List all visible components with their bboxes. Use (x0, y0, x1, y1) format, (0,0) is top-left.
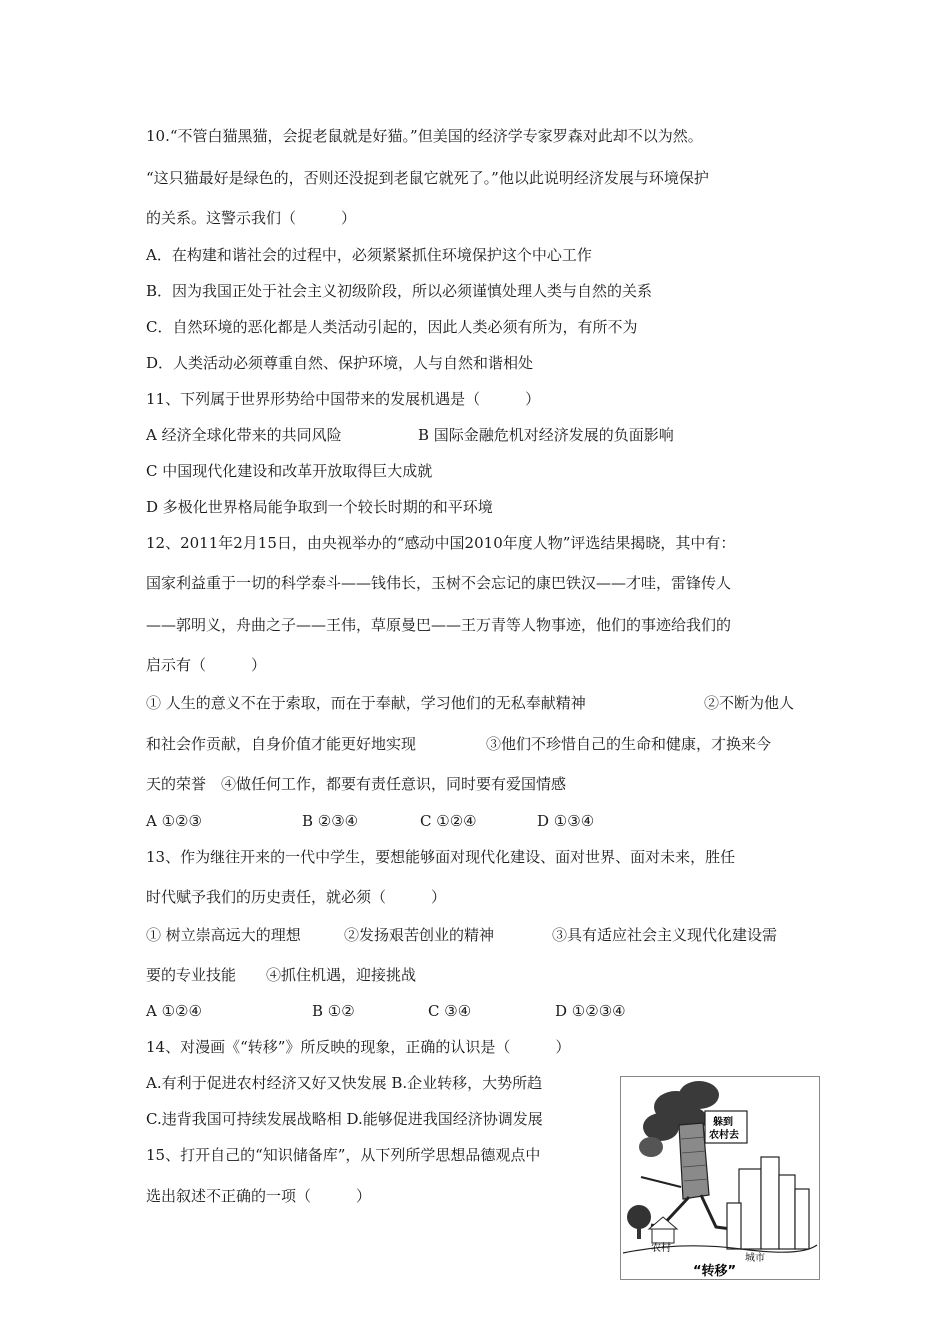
q12-statement-3: ③他们不珍惜自己的生命和健康，才换来今 (486, 735, 772, 753)
q13-stem-line2: 时代赋予我们的历史责任，就必须（ ） (146, 888, 447, 906)
transfer-cartoon (620, 1076, 820, 1280)
q10-stem-line2: “这只猫最好是绿色的，否则还没捉到老鼠它就死了。”他以此说明经济发展与环境保护 (146, 169, 709, 187)
q12-option-d: D ①③④ (537, 812, 595, 830)
q10-option-a: A．在构建和谐社会的过程中，必须紧紧抓住环境保护这个中心工作 (146, 246, 592, 264)
q11-option-d: D 多极化世界格局能争取到一个较长时期的和平环境 (146, 498, 493, 516)
q12-statement-1: ① 人生的意义不在于索取，而在于奉献，学习他们的无私奉献精神 (146, 694, 586, 712)
city-label: 城市 (745, 1253, 765, 1264)
q13-statement-4: 要的专业技能 ④抓住机遇，迎接挑战 (146, 966, 417, 984)
q11-stem: 11、下列属于世界形势给中国带来的发展机遇是（ ） (146, 390, 541, 408)
cartoon-illustration (621, 1077, 819, 1279)
q13-statement-1: ① 树立崇高远大的理想 (146, 926, 301, 944)
q12-option-a: A ①②③ (146, 812, 202, 830)
q12-statement-2-end: 和社会作贡献，自身价值才能更好地实现 (146, 735, 417, 753)
q12-option-c: C ①②④ (420, 812, 477, 830)
q14-options-cd: C.违背我国可持续发展战略相 D.能够促进我国经济协调发展 (146, 1110, 543, 1128)
village-label: 农村 (651, 1243, 671, 1254)
q13-option-c: C ③④ (428, 1002, 472, 1020)
q12-stem-line3: ——郭明义，舟曲之子——王伟，草原曼巴——王万青等人物事迹，他们的事迹给我们的 (146, 616, 732, 634)
q12-stem-line4: 启示有（ ） (146, 656, 267, 674)
q10-stem-line3: 的关系。这警示我们（ ） (146, 209, 357, 227)
q12-statement-4: 天的荣誉 ④做任何工作，都要有责任意识，同时要有爱国情感 (146, 775, 567, 793)
q10-option-c: C．自然环境的恶化都是人类活动引起的，因此人类必须有所为，有所不为 (146, 318, 638, 336)
q14-stem: 14、对漫画《“转移”》所反映的现象，正确的认识是（ ） (146, 1038, 571, 1056)
q12-statement-2-start: ②不断为他人 (704, 694, 795, 712)
q11-option-c: C 中国现代化建设和改革开放取得巨大成就 (146, 462, 433, 480)
q13-option-d: D ①②③④ (555, 1002, 626, 1020)
q10-option-d: D．人类活动必须尊重自然、保护环境，人与自然和谐相处 (146, 354, 534, 372)
q13-option-b: B ①② (312, 1002, 355, 1020)
cartoon-caption: “转移” (693, 1264, 737, 1279)
q13-statement-3: ③具有适应社会主义现代化建设需 (552, 926, 778, 944)
city-buildings (727, 1157, 809, 1249)
q15-stem-line2: 选出叙述不正确的一项（ ） (146, 1187, 372, 1205)
q13-statement-2: ②发扬艰苦创业的精神 (344, 926, 495, 944)
sign-text-line1: 躲到 (713, 1117, 733, 1128)
q12-stem-line1: 12、2011年2月15日，由央视举办的“感动中国2010年度人物”评选结果揭晓，其中有： (146, 534, 736, 552)
q12-option-b: B ②③④ (302, 812, 359, 830)
q10-stem-line1: 10.“不管白猫黑猫，会捉老鼠就是好猫。”但美国的经济学专家罗森对此却不以为然。 (146, 127, 703, 145)
q11-option-b: B 国际金融危机对经济发展的负面影响 (418, 426, 674, 444)
q11-option-a: A 经济全球化带来的共同风险 (146, 426, 342, 444)
q13-option-a: A ①②④ (146, 1002, 202, 1020)
q14-options-ab: A.有利于促进农村经济又好又快发展 B.企业转移，大势所趋 (146, 1074, 543, 1092)
q13-stem-line1: 13、作为继往开来的一代中学生，要想能够面对现代化建设、面对世界、面对未来，胜任 (146, 848, 736, 866)
q12-stem-line2: 国家利益重于一切的科学泰斗——钱伟长，玉树不会忘记的康巴铁汉——才哇，雷锋传人 (146, 574, 732, 592)
sign-text-line2: 农村去 (709, 1130, 739, 1141)
q15-stem-line1: 15、打开自己的“知识储备库”，从下列所学思想品德观点中 (146, 1146, 541, 1164)
q10-option-b: B．因为我国正处于社会主义初级阶段，所以必须谨慎处理人类与自然的关系 (146, 282, 653, 300)
